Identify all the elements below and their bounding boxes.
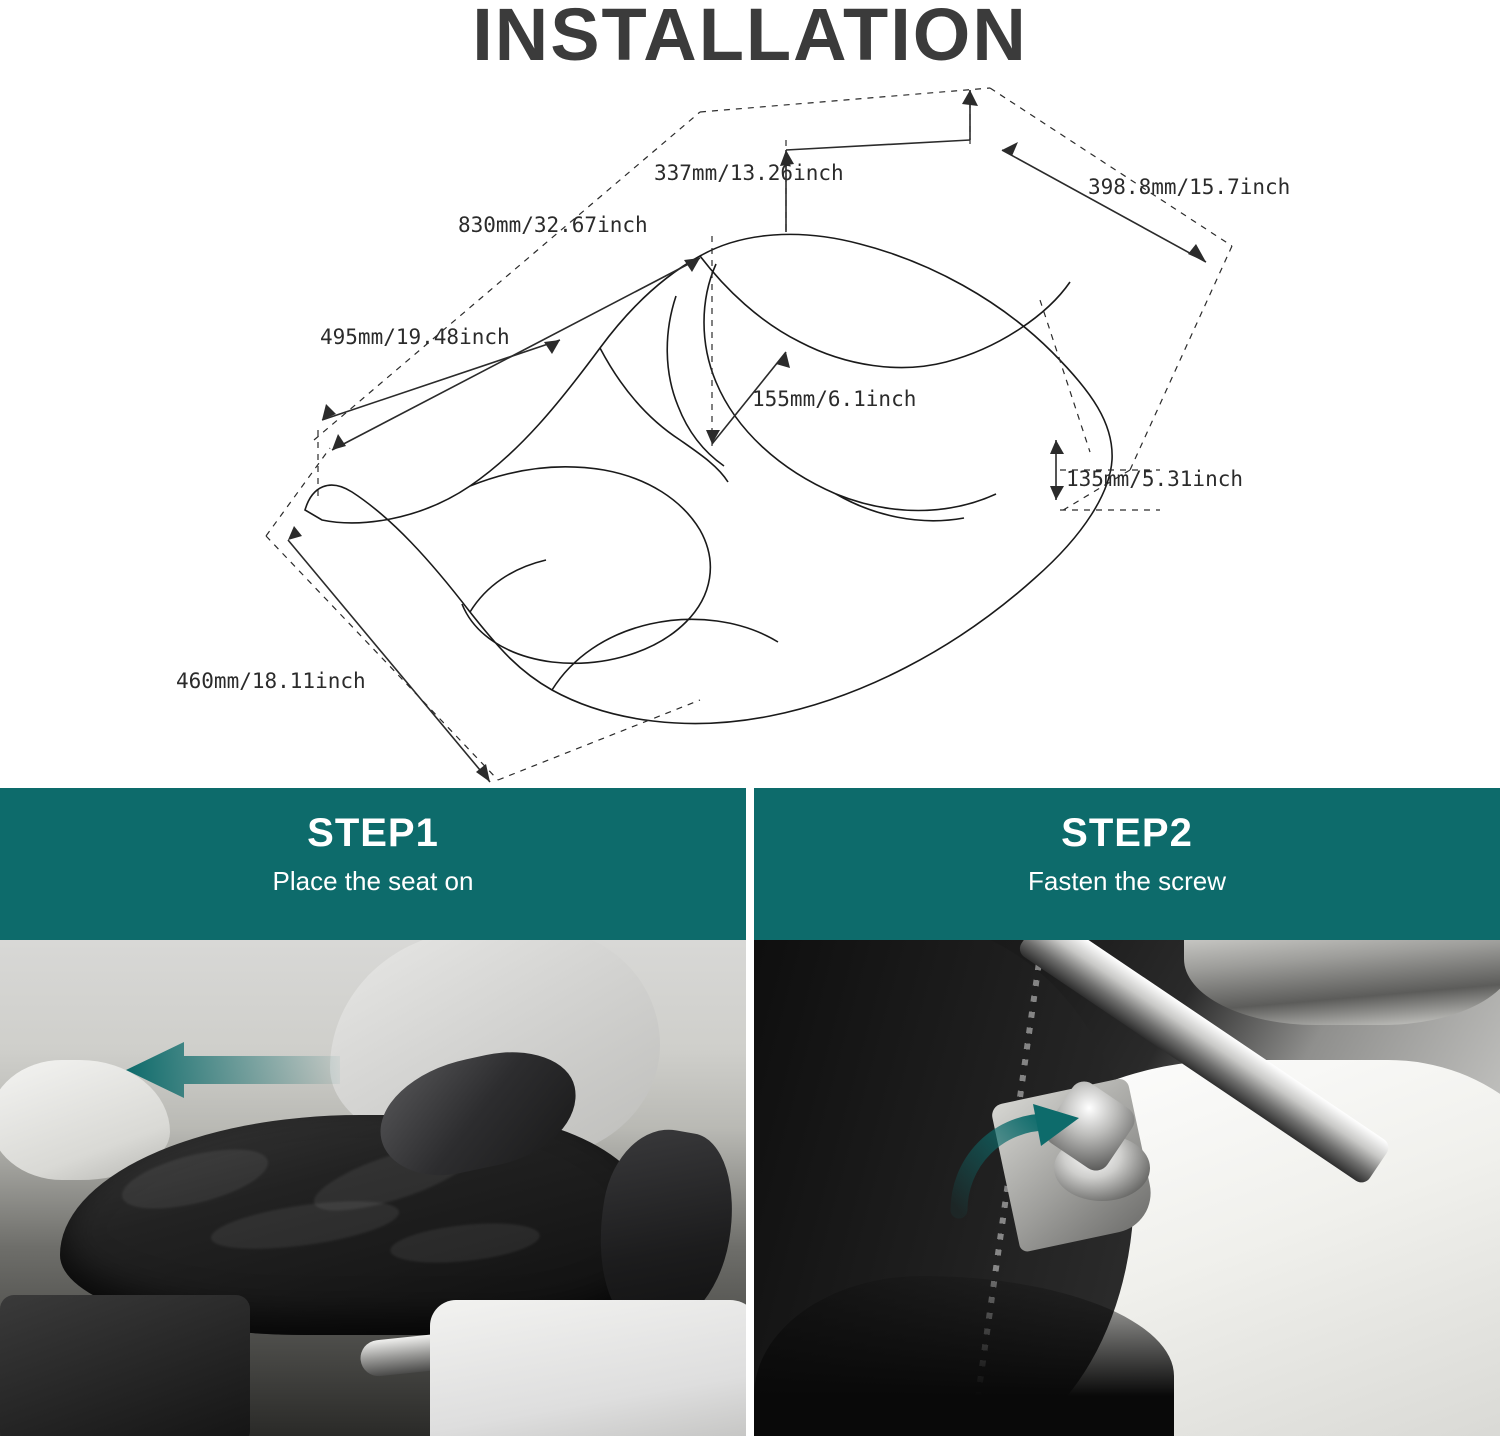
step1-title: STEP1 — [307, 811, 439, 855]
dim-label-width-front: 460mm/18.11inch — [176, 669, 366, 693]
step2-subtitle: Fasten the screw — [1028, 866, 1226, 896]
step2-title: STEP2 — [1061, 811, 1193, 855]
dim-label-length-front: 495mm/19.48inch — [320, 325, 510, 349]
rotation-arrow-icon — [929, 1060, 1129, 1260]
dim-label-length-total: 830mm/32.67inch — [458, 213, 648, 237]
page-title: INSTALLATION — [472, 0, 1028, 76]
saddlebag — [430, 1300, 746, 1436]
engine-block — [0, 1295, 250, 1436]
dim-label-height-rear: 135mm/5.31inch — [1066, 467, 1244, 491]
dim-label-width-top: 337mm/13.26inch — [654, 161, 844, 185]
step1-subtitle: Place the seat on — [272, 866, 474, 896]
direction-arrow-icon — [110, 1040, 340, 1100]
step2-header — [754, 788, 1500, 940]
installation-steps — [0, 788, 1500, 1436]
step1-photo — [0, 940, 746, 1436]
dim-label-height-mid: 155mm/6.1inch — [752, 387, 917, 411]
dim-label-length-rear: 398.8mm/15.7inch — [1088, 175, 1291, 199]
chrome-trim — [1184, 940, 1500, 1025]
step-panel-1 — [0, 788, 746, 1436]
step2-photo — [754, 940, 1500, 1436]
step-panel-2 — [754, 788, 1500, 1436]
step1-header — [0, 788, 746, 940]
